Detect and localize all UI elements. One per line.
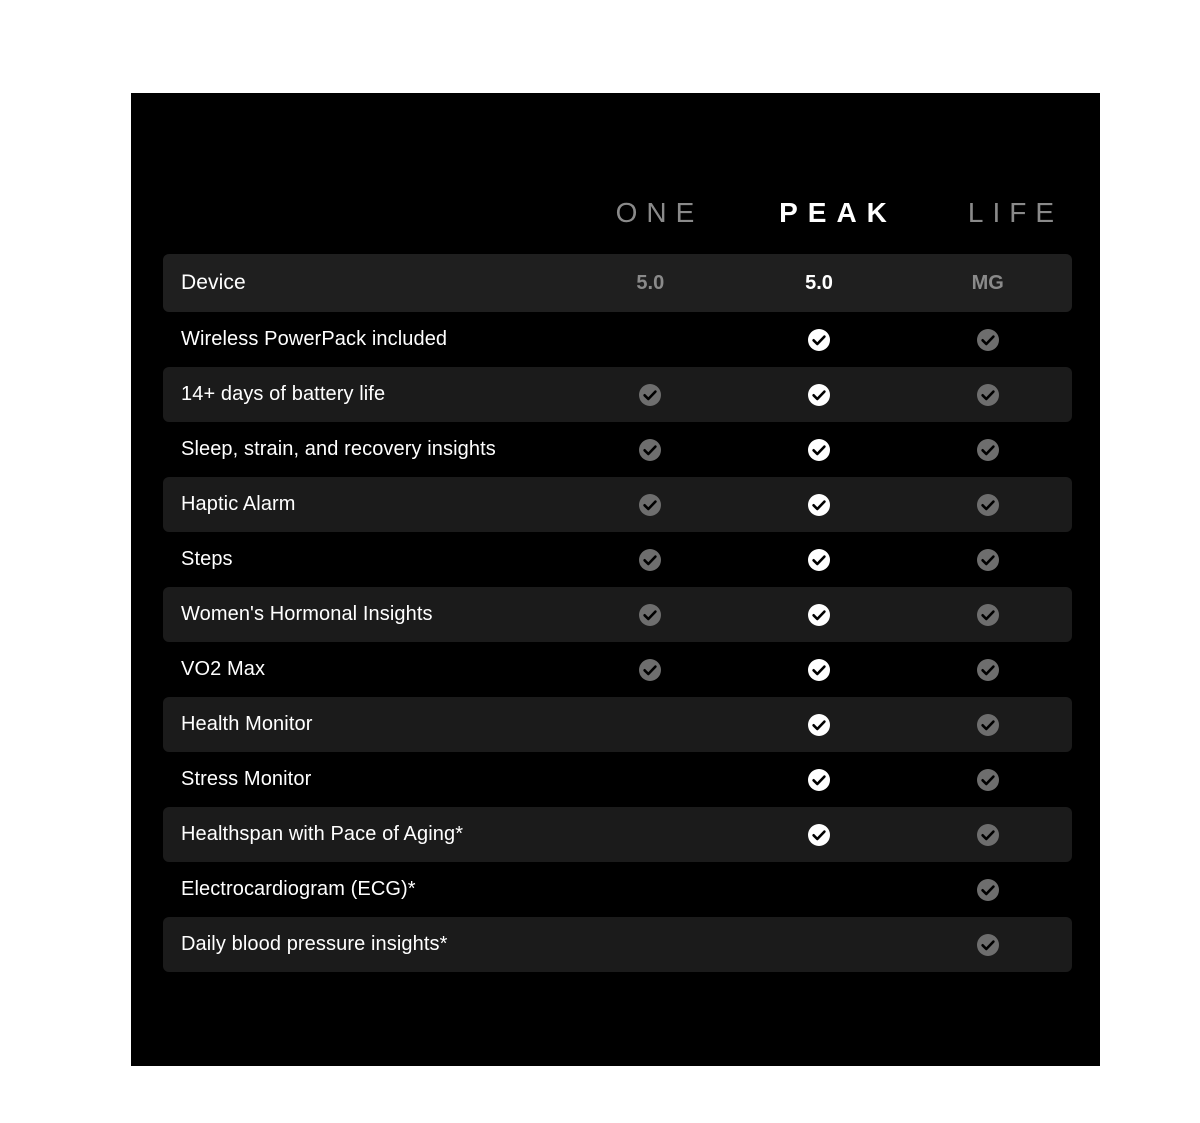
brand-column-life: LIFE — [967, 197, 1064, 228]
feature-cell-one — [566, 807, 735, 862]
table-row — [163, 312, 1072, 367]
empty-cell — [807, 933, 831, 957]
table-row — [163, 807, 1072, 862]
empty-cell — [638, 823, 662, 847]
empty-cell — [638, 933, 662, 957]
table-row — [163, 422, 1072, 477]
check-circle-icon — [638, 383, 662, 407]
feature-cell-peak — [735, 312, 904, 367]
check-circle-icon — [807, 823, 831, 847]
feature-label: Health Monitor — [181, 713, 313, 735]
feature-cell-one — [566, 587, 735, 642]
check-circle-icon — [807, 438, 831, 462]
header-cell-one — [566, 254, 735, 312]
brand-column-peak: PEAK — [779, 197, 897, 228]
feature-cell-life — [903, 367, 1072, 422]
empty-cell — [638, 713, 662, 737]
feature-cell-one — [566, 422, 735, 477]
feature-cell-one — [566, 312, 735, 367]
feature-cell-peak — [735, 642, 904, 697]
feature-label: Haptic Alarm — [181, 493, 296, 515]
table-row — [163, 532, 1072, 587]
feature-label: Wireless PowerPack included — [181, 328, 448, 350]
empty-cell — [638, 328, 662, 352]
table-header-row — [163, 254, 1072, 312]
feature-cell-peak — [735, 367, 904, 422]
header-cell-life — [903, 254, 1072, 312]
feature-cell-life — [903, 752, 1072, 807]
table-row — [163, 587, 1072, 642]
feature-label: Stress Monitor — [181, 768, 312, 790]
check-circle-icon — [976, 438, 1000, 462]
header-value-one: 5.0 — [636, 271, 665, 294]
feature-cell-one — [566, 367, 735, 422]
feature-cell-life — [903, 477, 1072, 532]
feature-cell-life — [903, 917, 1072, 972]
feature-cell-life — [903, 697, 1072, 752]
feature-cell-peak — [735, 532, 904, 587]
feature-cell-peak — [735, 862, 904, 917]
table-row — [163, 642, 1072, 697]
feature-cell-peak — [735, 587, 904, 642]
feature-cell-one — [566, 477, 735, 532]
feature-cell-one — [566, 642, 735, 697]
comparison-table — [163, 254, 1072, 972]
feature-cell-life — [903, 587, 1072, 642]
header-cell-peak — [735, 254, 904, 312]
feature-cell-life — [903, 807, 1072, 862]
check-circle-icon — [976, 383, 1000, 407]
check-circle-icon — [807, 383, 831, 407]
feature-cell-one — [566, 532, 735, 587]
check-circle-icon — [807, 603, 831, 627]
empty-cell — [638, 878, 662, 902]
table-row — [163, 367, 1072, 422]
check-circle-icon — [976, 658, 1000, 682]
check-circle-icon — [976, 823, 1000, 847]
check-circle-icon — [638, 493, 662, 517]
comparison-card — [131, 93, 1100, 1066]
feature-label: 14+ days of battery life — [181, 383, 386, 405]
check-circle-icon — [807, 768, 831, 792]
feature-label: Steps — [181, 548, 233, 570]
feature-cell-one — [566, 862, 735, 917]
table-row — [163, 752, 1072, 807]
check-circle-icon — [976, 878, 1000, 902]
feature-cell-life — [903, 532, 1072, 587]
check-circle-icon — [976, 548, 1000, 572]
check-circle-icon — [807, 713, 831, 737]
feature-label: Healthspan with Pace of Aging* — [181, 823, 464, 845]
check-circle-icon — [976, 328, 1000, 352]
feature-cell-peak — [735, 422, 904, 477]
feature-cell-peak — [735, 807, 904, 862]
feature-cell-one — [566, 697, 735, 752]
check-circle-icon — [807, 328, 831, 352]
empty-cell — [807, 878, 831, 902]
check-circle-icon — [807, 548, 831, 572]
brand-header-row — [131, 183, 1100, 243]
table-row — [163, 697, 1072, 752]
check-circle-icon — [976, 603, 1000, 627]
table-rows — [163, 312, 1072, 972]
feature-cell-life — [903, 422, 1072, 477]
table-row — [163, 477, 1072, 532]
table-row — [163, 917, 1072, 972]
check-circle-icon — [638, 658, 662, 682]
feature-label: Daily blood pressure insights* — [181, 933, 448, 955]
check-circle-icon — [976, 933, 1000, 957]
feature-cell-peak — [735, 477, 904, 532]
feature-cell-peak — [735, 917, 904, 972]
check-circle-icon — [638, 603, 662, 627]
feature-cell-life — [903, 862, 1072, 917]
empty-cell — [638, 768, 662, 792]
header-value-peak: 5.0 — [805, 271, 833, 294]
feature-cell-peak — [735, 752, 904, 807]
feature-label: Electrocardiogram (ECG)* — [181, 878, 416, 900]
feature-label: Sleep, strain, and recovery insights — [181, 438, 496, 460]
feature-cell-one — [566, 917, 735, 972]
feature-cell-life — [903, 642, 1072, 697]
header-label: Device — [181, 271, 246, 294]
check-circle-icon — [976, 768, 1000, 792]
feature-cell-one — [566, 752, 735, 807]
table-row — [163, 862, 1072, 917]
check-circle-icon — [976, 713, 1000, 737]
check-circle-icon — [638, 438, 662, 462]
header-value-life: MG — [971, 271, 1004, 294]
feature-label: VO2 Max — [181, 658, 266, 680]
feature-cell-peak — [735, 697, 904, 752]
brand-column-one: ONE — [615, 197, 704, 228]
feature-cell-life — [903, 312, 1072, 367]
feature-label: Women's Hormonal Insights — [181, 603, 433, 625]
check-circle-icon — [976, 493, 1000, 517]
check-circle-icon — [638, 548, 662, 572]
check-circle-icon — [807, 493, 831, 517]
check-circle-icon — [807, 658, 831, 682]
